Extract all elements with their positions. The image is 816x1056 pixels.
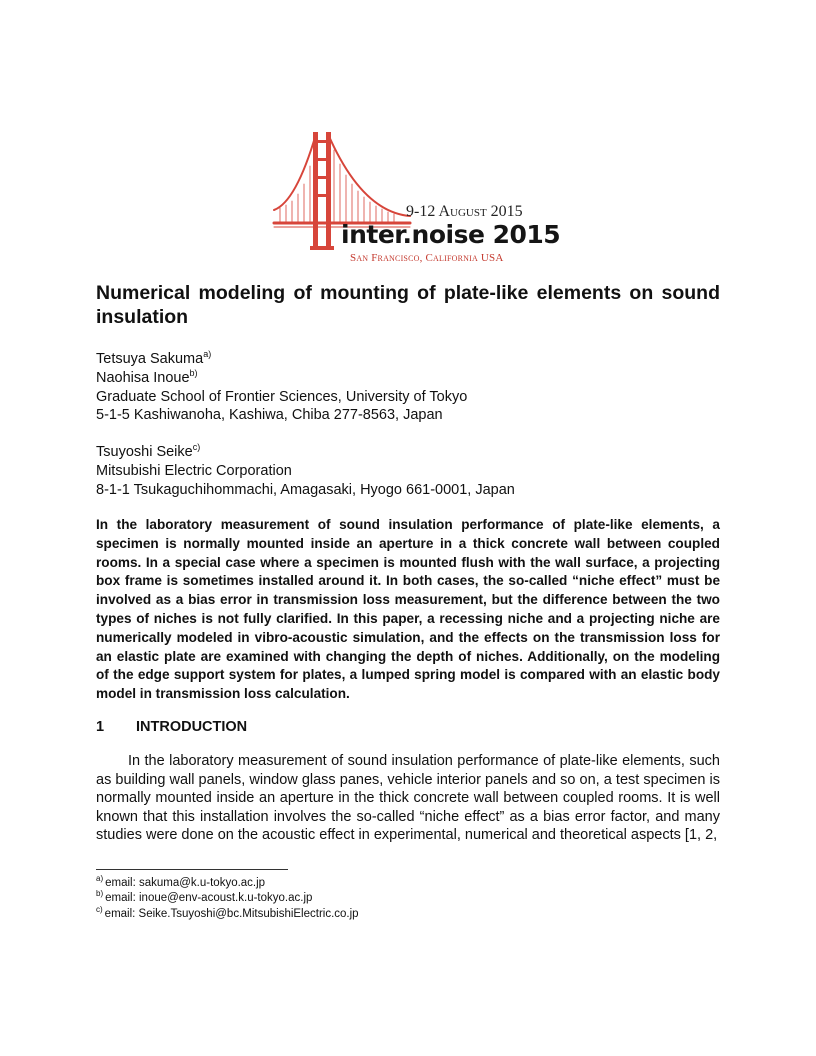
section-number: 1 bbox=[96, 719, 105, 735]
author-block bbox=[96, 350, 720, 500]
author-name: Tetsuya Sakuma$^{a)}$ bbox=[96, 349, 212, 367]
author-address: 5-1-5 Kashiwanoha, Kashiwa, Chiba 277-8563, Japan bbox=[96, 407, 443, 424]
conference-name: inter.noise 2015 bbox=[341, 220, 561, 249]
conference-date: 9-12 August 2015 bbox=[406, 203, 523, 220]
footnote-divider bbox=[96, 869, 288, 870]
section-heading bbox=[96, 719, 247, 735]
paper-title: Numerical modeling of mounting of plate-like elements on sound insulation bbox=[96, 282, 720, 328]
author-affiliation: Mitsubishi Electric Corporation bbox=[96, 462, 292, 479]
conference-location: San Francisco, California USA bbox=[350, 252, 504, 264]
footnote: $^{c)}$ email: Seike.Tsuyoshi@bc.MitsubishiElectric.co.jp bbox=[96, 904, 359, 920]
section-title: INTRODUCTION bbox=[136, 719, 248, 735]
author-name: Tsuyoshi Seike$^{c)}$ bbox=[96, 442, 201, 461]
footnote: $^{b)}$ email: inoue@env-acoust.k.u-tokyo.ac.jp bbox=[96, 889, 313, 905]
author-affiliation: Graduate School of Frontier Sciences, University of Tokyo bbox=[96, 388, 468, 405]
author-address: 8-1-1 Tsukaguchihommachi, Amagasaki, Hyogo 661-0001, Japan bbox=[96, 481, 515, 498]
footnotes bbox=[96, 876, 596, 922]
author-name: Naohisa Inoue$^{b)}$ bbox=[96, 367, 198, 386]
conference-logo bbox=[272, 128, 561, 270]
footnote: $^{a)}$ email: sakuma@k.u-tokyo.ac.jp bbox=[96, 874, 266, 889]
abstract: In the laboratory measurement of sound insulation performance of plate-like elements, a specimen is normally mounted inside an aperture in a thick concrete wall between coupled rooms. In a special case where a specimen is mounted flush with the wall surface, a projecting box frame is sometimes installed around it. In both cases, the so-called “niche effect” must be involved as a bias error in transmission loss measurement, but the difference between the two types of niches is not fully clarified. In this paper, a recessing niche and a projecting niche are numerically modeled in vibro-acoustic simulation, and the effects on the transmission loss for an elastic plate are examined with changing the depth of niches. Additionally, on the modeling of the edge support system for plates, a lumped spring model is compared with an elastic body model in transmission loss calculation. bbox=[96, 517, 720, 702]
body-paragraph: In the laboratory measurement of sound insulation performance of plate-like elements, such as building wall panels, window glass panes, vehicle interior panels and so on, a test specimen is normally mounted inside an aperture in the thick concrete wall between coupled rooms. It is well known that this installation involves the so-called “niche effect” as a bias error factor, and many studies were done on the acoustic effect in experimental, numerical and theoretical aspects [1, 2, bbox=[96, 753, 720, 844]
